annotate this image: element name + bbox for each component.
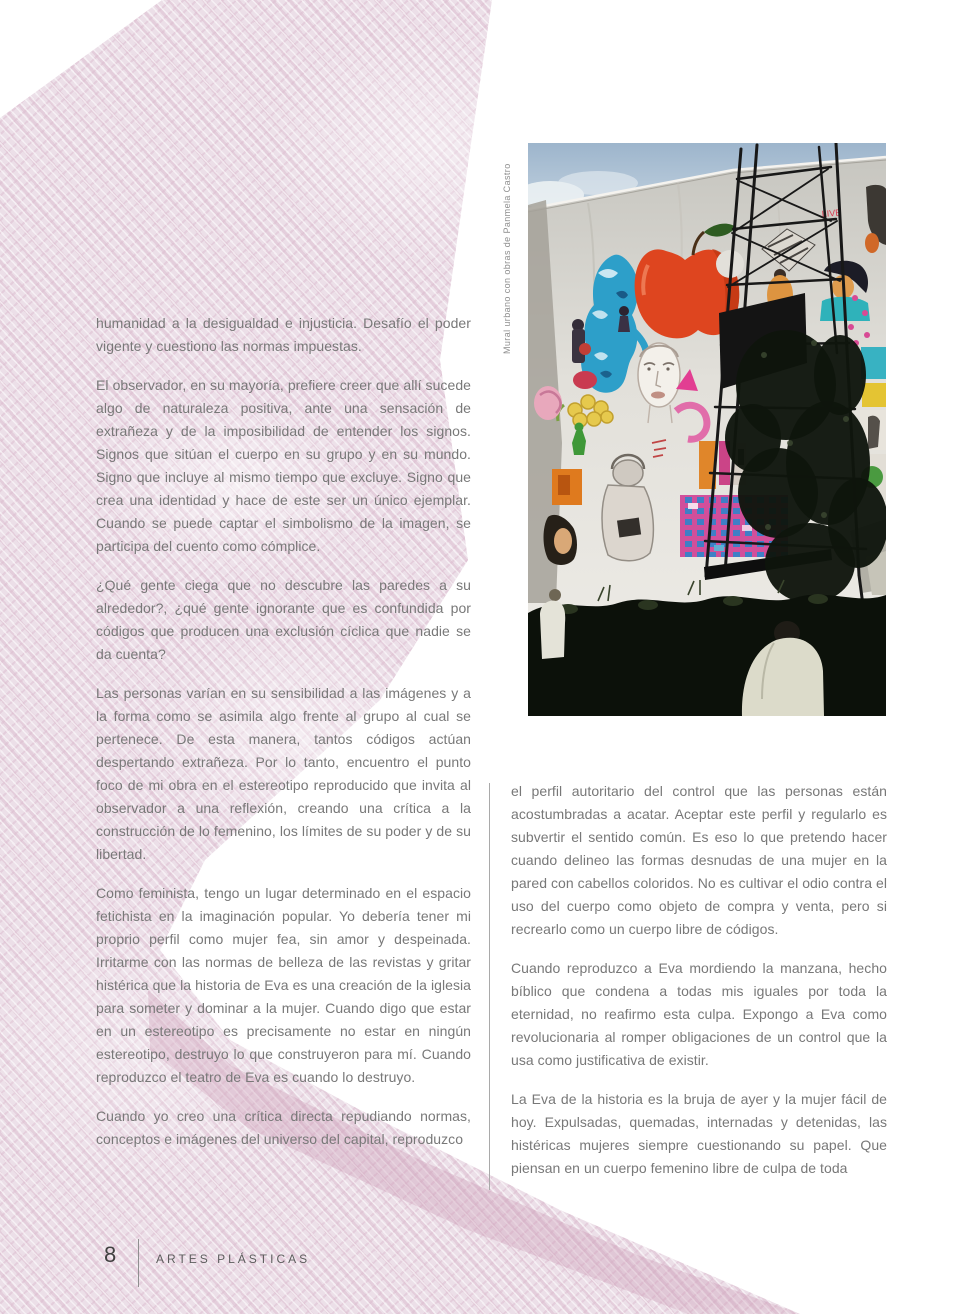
body-paragraph: La Eva de la historia es la bruja de ayer y la mujer fácil de hoy. Expulsadas, quemadas, internadas y detenidas, las histéricas mujeres siempre cuestionando su papel. Que piensan en un cuerpo femenino libre de culpa de toda xyxy=(511,1091,887,1176)
column-divider xyxy=(489,783,490,1190)
section-title: ARTES PLÁSTICAS xyxy=(156,1252,311,1266)
body-paragraph: Las personas varían en su sensibilidad a las imágenes y a la forma como se asimila algo frente al grupo al cual se pertenece. De esta manera, tantos códigos actúan despertando extrañeza. Por lo tanto, encuentro el punto foco de mi obra en el estereotipo reproducido que invita al observador a una reflexión, creando una crítica a la construcción de lo femenino, los límites de su poder y de su libertad. xyxy=(96,685,471,862)
graffiti-text: LIVE xyxy=(821,207,842,219)
mural-photo xyxy=(528,143,886,716)
right-column xyxy=(511,780,887,1196)
body-paragraph: Cuando reproduzco a Eva mordiendo la manzana, hecho bíblico que condena a todas mis iguales por toda la eternidad, no reafirmo esta culpa. Expongo a Eva como revolucionaria al romper obligaciones de un control que la usa como justificativa de existir. xyxy=(511,960,887,1068)
body-paragraph: Como feminista, tengo un lugar determinado en el espacio fetichista en la imaginación popular. Yo debería tener mi proprio perfil como mujer fea, sin amor y despeinada. Irritarme con las normas de belleza de las revistas y gritar histérica que la historia de Eva es una creación de la iglesia para someter y dominar a la mujer. Cuando digo que estar en un estereotipo es precisamente no estar en ningún estereotipo, destruyo lo que construyeron para mí. Cuando reproduzco el teatro de Eva es cuando lo destruyo. xyxy=(96,885,471,1085)
body-paragraph: Cuando yo creo una crítica directa repudiando normas, conceptos e imágenes del universo del capital, reproduzco xyxy=(96,1108,471,1147)
body-paragraph: El observador, en su mayoría, prefiere creer que allí sucede algo de naturaleza positiva, ante una sensación de extrañeza y de la imposibilidad de entender los signos. Signos que sitúan el cuerpo en su grupo y en su mundo. Signo que incluye al mismo tiempo que excluye. Signo que crea una identidad y hace de este ser un único ejemplar. Cuando se puede captar el simbolismo de la imagen, se participa del cuento como cómplice. xyxy=(96,377,471,554)
body-paragraph: el perfil autoritario del control que las personas están acostumbradas a acatar. Aceptar este perfil y regularlo es subvertir el sentido común. Es eso lo que pretendo hacer cuando delineo las formas desnudas de una mujer en la pared con cabellos coloridos. No es cultivar el odio contra el uso del cuerpo como objeto de compra y venta, pero si recrearlo como un cuerpo libre de códigos. xyxy=(511,783,887,937)
body-paragraph: humanidad a la desigualdad e injusticia. Desafío el poder vigente y cuestiono las normas impuestas. xyxy=(96,315,471,354)
mural-photo-art xyxy=(528,143,886,716)
page-number: 8 xyxy=(104,1242,117,1267)
body-paragraph: ¿Qué gente ciega que no descubre las paredes a su alrededor?, ¿qué gente ignorante que es confundida por códigos que producen una exclusión cíclica que nadie se da cuenta? xyxy=(96,577,471,662)
photo-caption: Mural urbano con obras de Panmela Castro xyxy=(502,163,512,354)
left-column xyxy=(96,312,471,1167)
footer-divider xyxy=(138,1239,139,1287)
